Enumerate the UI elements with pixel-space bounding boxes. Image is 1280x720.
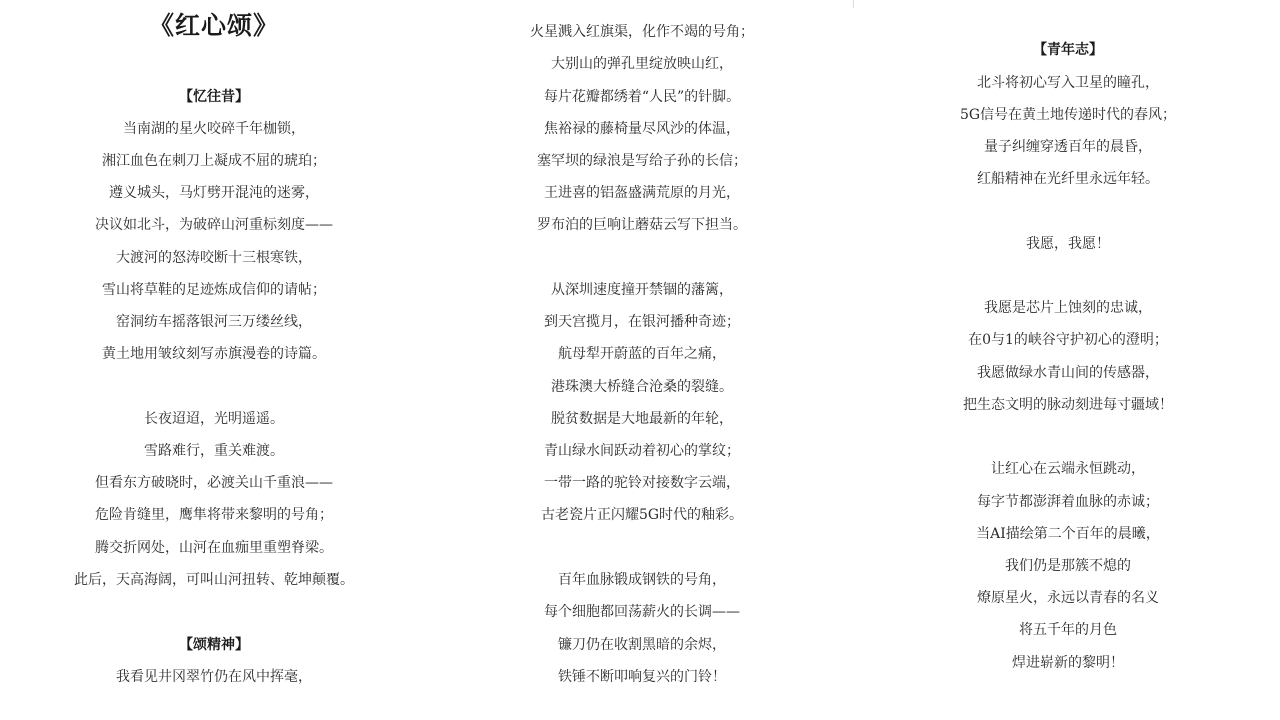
poem-line: 让红心在云端永恒跳动， (991, 461, 1145, 477)
poem-line: 王进喜的铝盔盛满荒原的月光， (544, 185, 740, 201)
poem-line: 火星溅入红旗渠，化作不竭的号角； (530, 24, 754, 40)
poem-line: 航母犁开蔚蓝的百年之痛， (558, 346, 726, 362)
poem-line: 到天宫揽月，在银河播种奇迹； (544, 314, 740, 330)
poem-line: 当南湖的星火咬碎千年枷锁， (123, 121, 305, 137)
poem-line: 每字节都澎湃着血脉的赤诚； (977, 494, 1159, 510)
column-divider (853, 0, 854, 8)
poem-line: 决议如北斗，为破碎山河重标刻度—— (95, 217, 333, 233)
poem-title: 《红心颂》 (148, 11, 279, 40)
poem-line: 港珠澳大桥缝合沧桑的裂缝。 (551, 379, 733, 395)
poem-line: 但看东方破晓时，必渡关山千重浪—— (95, 475, 333, 491)
poem-line: 此后，天高海阔，可叫山河扭转、乾坤颠覆。 (74, 572, 354, 588)
poem-line: 将五千年的月色 (1019, 622, 1117, 638)
poem-line: 窑洞纺车摇落银河三万缕丝线， (116, 314, 312, 330)
poem-line: 百年血脉锻成钢铁的号角， (558, 572, 726, 588)
section-heading-recall-past: 【忆往昔】 (179, 89, 249, 105)
poem-line: 焊进崭新的黎明！ (1012, 655, 1124, 671)
poem-line: 镰刀仍在收割黑暗的余烬， (558, 637, 726, 653)
poem-vow-line: 我愿，我愿！ (1026, 236, 1110, 252)
poem-line: 北斗将初心写入卫星的瞳孔， (977, 75, 1159, 91)
poem-line: 大别山的弹孔里绽放映山红， (551, 56, 733, 72)
poem-line: 铁锤不断叩响复兴的门铃！ (558, 669, 726, 685)
poem-column-right (856, 0, 1280, 720)
poem-line: 一带一路的驼铃对接数字云端， (544, 475, 740, 491)
poem-line: 黄土地用皱纹刻写赤旗漫卷的诗篇。 (102, 346, 326, 362)
poem-line: 雪山将草鞋的足迹炼成信仰的请帖； (102, 282, 326, 298)
poem-line: 5G信号在黄土地传递时代的春风； (959, 107, 1177, 123)
poem-column-left (0, 0, 428, 720)
poem-line: 燎原星火，永远以青春的名义 (977, 590, 1159, 606)
poem-line: 从深圳速度撞开禁锢的藩篱， (551, 282, 733, 298)
poem-line: 我愿做绿水青山间的传感器， (977, 365, 1159, 381)
poem-line: 长夜迢迢，光明遥遥。 (144, 411, 284, 427)
poem-line: 每片花瓣都绣着“人民”的针脚。 (543, 89, 741, 105)
poem-line: 焦裕禄的藤椅量尽风沙的体温， (544, 121, 740, 137)
poem-line: 古老瓷片正闪耀5G时代的釉彩。 (540, 507, 744, 523)
poem-line: 每个细胞都回荡薪火的长调—— (544, 604, 740, 620)
poem-line: 大渡河的怒涛咬断十三根寒铁， (116, 250, 312, 266)
poem-line: 我愿是芯片上蚀刻的忠诚， (984, 300, 1152, 316)
poem-line: 遵义城头，马灯劈开混沌的迷雾， (109, 185, 319, 201)
poem-line: 红船精神在光纤里永远年轻。 (977, 171, 1159, 187)
poem-line: 当AI描绘第二个百年的晨曦， (976, 526, 1160, 542)
section-heading-youth-aspiration: 【青年志】 (1033, 42, 1103, 58)
section-heading-praise-spirit: 【颂精神】 (179, 637, 249, 653)
poem-line: 罗布泊的巨响让蘑菇云写下担当。 (537, 217, 747, 233)
poem-line: 把生态文明的脉动刻进每寸疆域！ (963, 397, 1173, 413)
poem-line: 塞罕坝的绿浪是写给子孙的长信； (537, 153, 747, 169)
poem-line: 青山绿水间跃动着初心的掌纹； (544, 443, 740, 459)
poem-line: 湘江血色在刺刀上凝成不屈的琥珀； (102, 153, 326, 169)
poem-line: 我们仍是那簇不熄的 (1005, 558, 1131, 574)
poem-line: 腾交折网处，山河在血痂里重塑脊梁。 (95, 540, 333, 556)
poem-line: 我看见井冈翠竹仍在风中挥毫， (116, 669, 312, 685)
poem-line: 雪路难行，重关难渡。 (144, 443, 284, 459)
poem-line: 在0与1的峡谷守护初心的澄明； (968, 332, 1168, 348)
poem-line: 危险肯缝里，鹰隼将带来黎明的号角； (95, 507, 333, 523)
poem-line: 量子纠缠穿透百年的晨昏， (984, 139, 1152, 155)
poem-line: 脱贫数据是大地最新的年轮， (551, 411, 733, 427)
poem-column-middle (428, 0, 856, 720)
